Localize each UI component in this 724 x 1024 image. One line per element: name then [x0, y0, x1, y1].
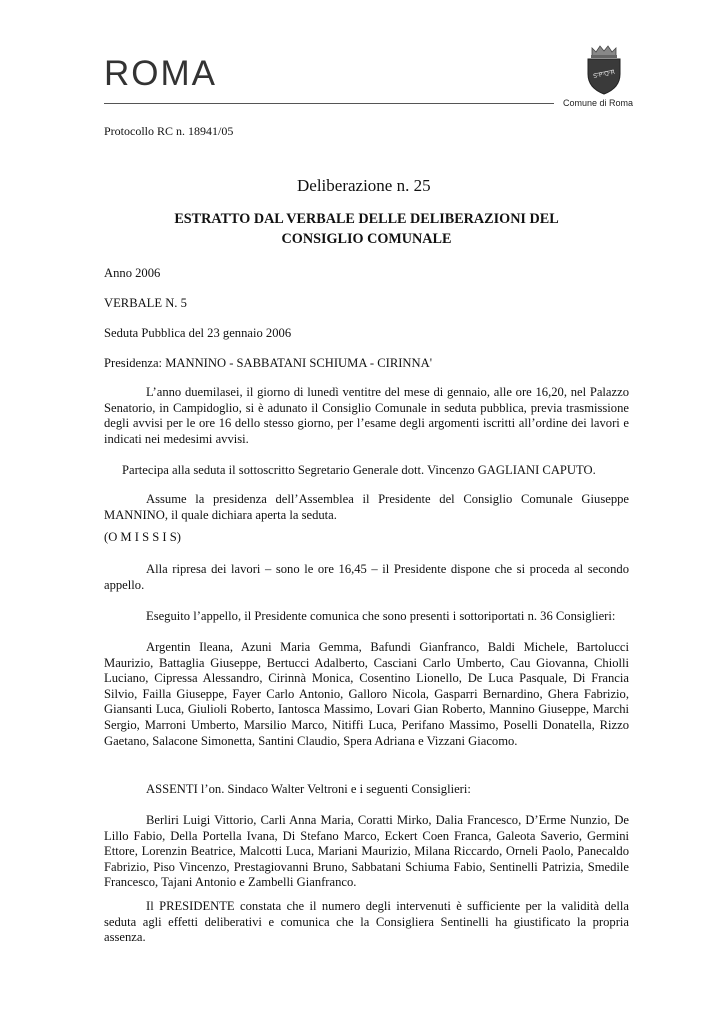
ripresa-paragraph: Alla ripresa dei lavori – sono le ore 16,45 – il Presidente dispone che si proceda al secondo appello.	[104, 562, 629, 592]
rome-crest-icon	[576, 44, 632, 96]
seduta-date: Seduta Pubblica del 23 gennaio 2006	[104, 326, 292, 340]
omissis: (O M I S S I S)	[104, 530, 181, 544]
segretario-paragraph: Partecipa alla seduta il sottoscritto Segretario Generale dott. Vincenzo GAGLIANI CAPUTO.	[122, 463, 596, 477]
eseguito-paragraph: Eseguito l’appello, il Presidente comunica che sono presenti i sottoriportati n. 36 Consiglieri:	[146, 609, 616, 623]
assume-paragraph: Assume la presidenza dell’Assemblea il Presidente del Consiglio Comunale Giuseppe MANNINO, il quale dichiara aperta la seduta.	[104, 492, 629, 522]
roma-wordmark: ROMA	[104, 54, 217, 93]
document-heading	[104, 209, 629, 249]
heading-line-2: CONSIGLIO COMUNALE	[281, 231, 452, 247]
crest-text: S·P·Q·R	[592, 68, 616, 81]
letterhead	[104, 44, 644, 114]
presidenza: Presidenza: MANNINO - SABBATANI SCHIUMA - CIRINNA'	[104, 356, 432, 370]
comune-label: Comune di Roma	[563, 98, 634, 108]
anno: Anno 2006	[104, 266, 161, 280]
presidente-constata-paragraph: Il PRESIDENTE constata che il numero degli intervenuti è sufficiente per la validità della seduta agli effetti deliberativi e comunica che la Consigliera Sentinelli ha giustificato la propria assenza.	[104, 899, 629, 945]
assenti-heading: ASSENTI l’on. Sindaco Walter Veltroni e i seguenti Consiglieri:	[146, 782, 471, 796]
presenti-list: Argentin Ileana, Azuni Maria Gemma, Bafundi Gianfranco, Baldi Michele, Bartolucci Maurizio, Battaglia Giuseppe, Bertucci Adalberto, Casciani Carlo Umberto, Cau Giovanna, Chiolli Luciano, Cipressa Alessandro, Cirinnà Monica, Cosentino Lionello, De Luca Pasquale, Di Francia Silvio, Failla Giuseppe, Fayer Carlo Antonio, Galloro Nicola, Gasparri Bernardino, Ghera Fabrizio, Giansanti Luca, Giulioli Roberto, Iantosca Massimo, Lovari Gian Roberto, Mannino Giuseppe, Marchi Sergio, Marroni Umberto, Marsilio Marco, Nitiffi Luca, Perifano Massimo, Poselli Donatella, Rizzo Gaetano, Salacone Simonetta, Santini Claudio, Spera Adriana e Vizzani Giacomo.	[104, 640, 629, 748]
heading-line-1: ESTRATTO DAL VERBALE DELLE DELIBERAZIONI DEL	[174, 211, 559, 227]
header-divider	[104, 103, 554, 104]
intro-paragraph: L’anno duemilasei, il giorno di lunedì ventitre del mese di gennaio, alle ore 16,20, nel Palazzo Senatorio, in Campidoglio, si è adunato il Consiglio Comunale in seduta pubblica, previa trasmissione degli avvisi per le ore 16 dello stesso giorno, per l’esame degli argomenti iscritti all’ordine dei lavori e indicati nei medesimi avvisi.	[104, 385, 629, 446]
protocollo-number: Protocollo RC n. 18941/05	[104, 124, 234, 138]
verbale-number: VERBALE N. 5	[104, 296, 187, 310]
deliberazione-number: Deliberazione n. 25	[297, 176, 431, 195]
assenti-list: Berliri Luigi Vittorio, Carli Anna Maria, Coratti Mirko, Dalia Francesco, D’Erme Nunzio, De Lillo Fabio, Della Portella Ivana, Di Stefano Marco, Eckert Coen Franca, Galeota Saverio, Germini Ettore, Lorenzin Beatrice, Malcotti Luca, Mariani Maurizio, Milana Riccardo, Orneli Paolo, Panecaldo Fabrizio, Piso Vincenzo, Prestagiovanni Bruno, Sabbatani Schiuma Fabio, Sentinelli Patrizia, Smedile Francesco, Tajani Antonio e Zambelli Gianfranco.	[104, 813, 629, 890]
